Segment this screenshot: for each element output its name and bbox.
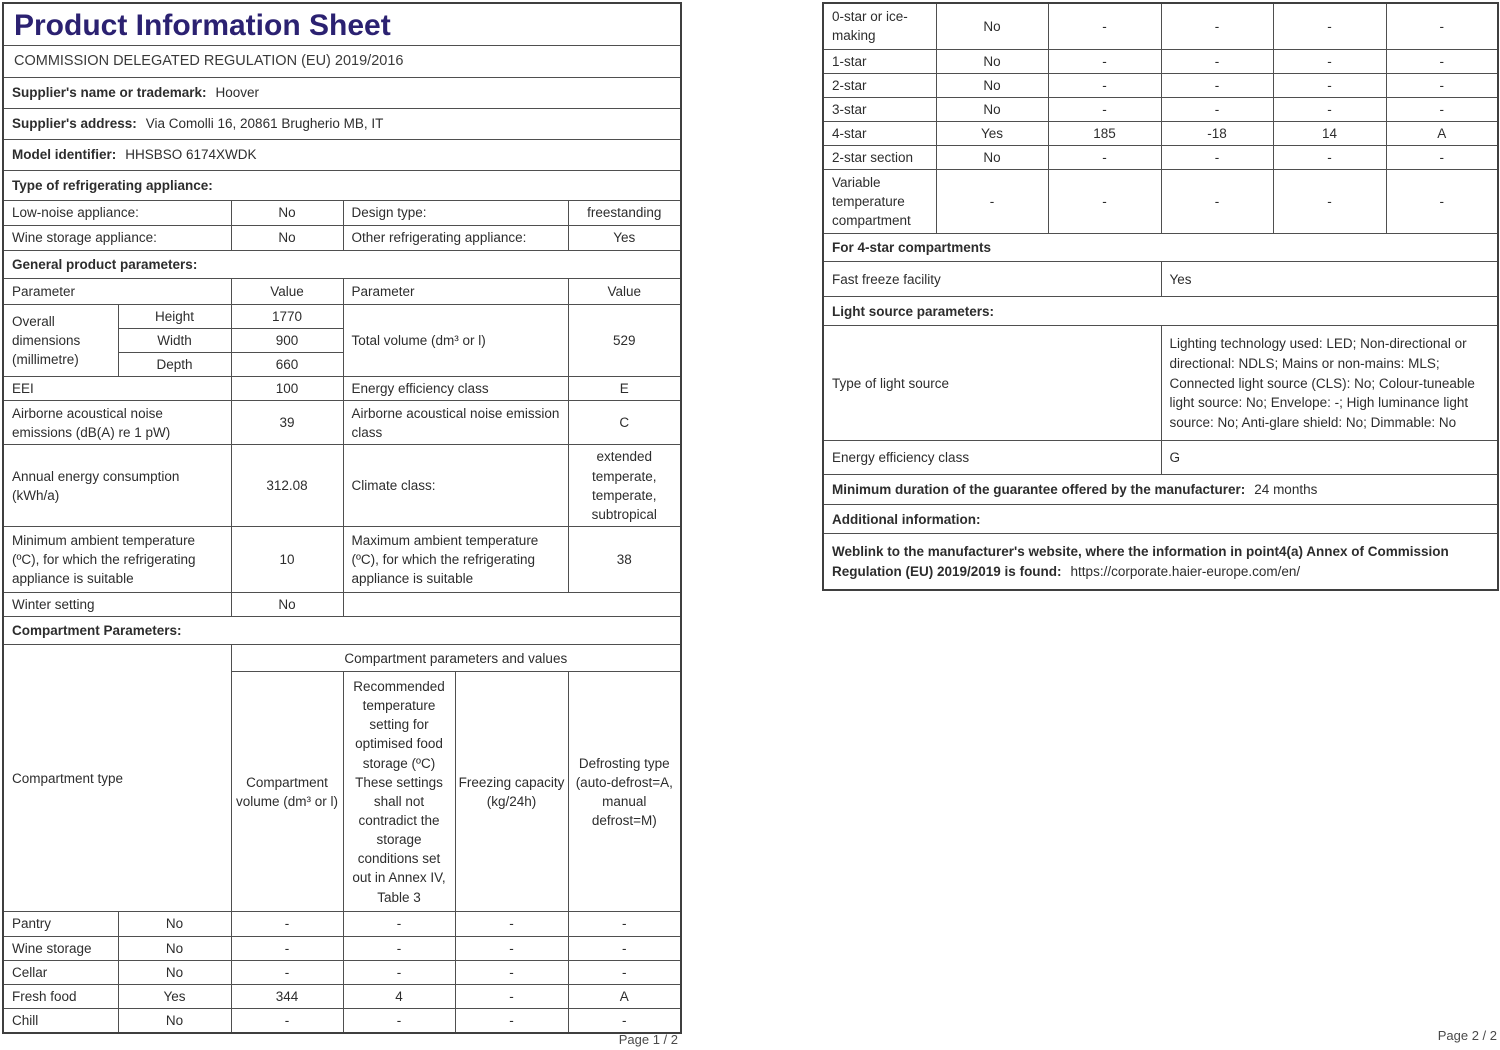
table-row xyxy=(823,146,1498,170)
value-cell: - xyxy=(231,912,343,936)
table-row xyxy=(3,200,681,225)
dimension-value-cell: 660 xyxy=(231,352,343,376)
value-cell: - xyxy=(1273,170,1386,234)
column-header: Parameter xyxy=(343,278,568,304)
value-cell: - xyxy=(455,1008,568,1033)
table-row xyxy=(3,527,681,593)
value-cell: No xyxy=(118,1008,231,1033)
guarantee-value: 24 months xyxy=(1254,482,1318,498)
value-cell: - xyxy=(1048,97,1161,121)
title-row xyxy=(3,3,681,46)
page-number-1: Page 1 / 2 xyxy=(618,1032,678,1047)
value-cell: - xyxy=(231,960,343,984)
param-value-cell: 39 xyxy=(231,401,343,445)
model-identifier-value: HHSBSO 6174XWDK xyxy=(125,147,257,162)
value-cell: No xyxy=(936,73,1048,97)
table-row xyxy=(823,73,1498,97)
param-label-cell: EEI xyxy=(3,377,231,401)
four-star-section-header: For 4-star compartments xyxy=(823,234,1498,262)
compartment-type-cell: 4-star xyxy=(823,121,936,145)
value-cell: - xyxy=(455,960,568,984)
table-row xyxy=(3,377,681,401)
value-cell: No xyxy=(936,49,1048,73)
table-row xyxy=(823,170,1498,234)
param-label-cell: Design type: xyxy=(343,200,568,225)
param-value-cell: freestanding xyxy=(568,200,681,225)
compartment-section-header: Compartment Parameters: xyxy=(3,617,681,645)
param-value-cell: Yes xyxy=(568,225,681,250)
param-value-cell: 38 xyxy=(568,527,681,593)
value-cell: - xyxy=(1386,97,1498,121)
compartment-type-cell: Cellar xyxy=(3,960,118,984)
dimensions-label-cell: Overall dimensions (millimetre) xyxy=(3,304,118,376)
general-section-row xyxy=(3,250,681,278)
table-row xyxy=(3,984,681,1008)
type-section-header: Type of refrigerating appliance: xyxy=(3,170,681,200)
value-cell: - xyxy=(1273,146,1386,170)
manufacturer-weblink[interactable]: https://corporate.haier-europe.com/en/ xyxy=(1070,563,1301,579)
value-cell: - xyxy=(1161,3,1273,49)
table-row xyxy=(3,936,681,960)
total-volume-label-cell: Total volume (dm³ or l) xyxy=(343,304,568,376)
compartment-type-cell: Variable temperature compartment xyxy=(823,170,936,234)
light-section-header: Light source parameters: xyxy=(823,297,1498,326)
value-cell: - xyxy=(343,960,455,984)
param-label-cell: Annual energy consumption (kWh/a) xyxy=(3,445,231,527)
supplier-name-label: Supplier's name or trademark: xyxy=(12,85,207,100)
param-value-cell: 312.08 xyxy=(231,445,343,527)
compartment-group-header-row xyxy=(3,645,681,672)
dimension-name-cell: Height xyxy=(118,304,231,328)
dimension-value-cell: 1770 xyxy=(231,304,343,328)
table-row xyxy=(3,1008,681,1033)
table-row xyxy=(823,3,1498,49)
value-cell: - xyxy=(1048,170,1161,234)
param-label-cell: Low-noise appliance: xyxy=(3,200,231,225)
compartment-type-cell: 0-star or ice-making xyxy=(823,3,936,49)
value-cell: - xyxy=(1048,73,1161,97)
param-label-cell: Airborne acoustical noise emission class xyxy=(343,401,568,445)
value-cell: - xyxy=(343,912,455,936)
value-cell: - xyxy=(1273,97,1386,121)
compartment-section-row xyxy=(3,617,681,645)
value-cell: -18 xyxy=(1161,121,1273,145)
additional-info-row xyxy=(823,505,1498,534)
value-cell: - xyxy=(568,1008,681,1033)
value-cell: - xyxy=(1161,146,1273,170)
dimension-name-cell: Depth xyxy=(118,352,231,376)
model-identifier-label: Model identifier: xyxy=(12,147,117,162)
param-value-cell: 10 xyxy=(231,527,343,593)
value-cell: - xyxy=(231,936,343,960)
compartment-type-cell: Pantry xyxy=(3,912,118,936)
value-cell: - xyxy=(936,170,1048,234)
energy-class-row xyxy=(823,441,1498,475)
column-header: Freezing capacity (kg/24h) xyxy=(455,672,568,912)
value-cell: 344 xyxy=(231,984,343,1008)
fast-freeze-value-cell: Yes xyxy=(1161,262,1498,297)
param-label-cell: Climate class: xyxy=(343,445,568,527)
param-label-cell: Maximum ambient temperature (ºC), for which the refrigerating appliance is suitable xyxy=(343,527,568,593)
table-row xyxy=(823,97,1498,121)
total-volume-value-cell: 529 xyxy=(568,304,681,376)
model-identifier-row xyxy=(3,139,681,170)
compartment-type-cell: 2-star section xyxy=(823,146,936,170)
four-star-section-row xyxy=(823,234,1498,262)
page1-sheet-table xyxy=(2,2,682,1034)
value-cell: - xyxy=(1386,3,1498,49)
value-cell: - xyxy=(1048,3,1161,49)
value-cell: - xyxy=(1048,49,1161,73)
climate-class-value-cell: extended temperate, temperate, subtropical xyxy=(568,445,681,527)
table-row xyxy=(3,304,681,328)
dimension-name-cell: Width xyxy=(118,328,231,352)
subtitle-row xyxy=(3,46,681,78)
param-value-cell: C xyxy=(568,401,681,445)
value-cell: - xyxy=(231,1008,343,1033)
dimension-value-cell: 900 xyxy=(231,328,343,352)
table-row xyxy=(823,49,1498,73)
guarantee-label: Minimum duration of the guarantee offered by the manufacturer: xyxy=(832,482,1246,498)
additional-info-header: Additional information: xyxy=(823,505,1498,534)
value-cell: 4 xyxy=(343,984,455,1008)
table-row xyxy=(3,593,681,617)
page-title: Product Information Sheet xyxy=(14,9,391,42)
supplier-address-cell xyxy=(3,108,681,139)
supplier-address-value: Via Comolli 16, 20861 Brugherio MB, IT xyxy=(145,116,384,131)
value-cell: - xyxy=(1386,49,1498,73)
param-label-cell: Minimum ambient temperature (ºC), for which the refrigerating appliance is suitable xyxy=(3,527,231,593)
table-row xyxy=(3,401,681,445)
value-cell: A xyxy=(568,984,681,1008)
energy-class-label-cell: Energy efficiency class xyxy=(823,441,1161,475)
value-cell: No xyxy=(118,960,231,984)
compartment-type-cell: 2-star xyxy=(823,73,936,97)
value-cell: - xyxy=(343,1008,455,1033)
guarantee-cell xyxy=(823,475,1498,505)
light-section-row xyxy=(823,297,1498,326)
table-row xyxy=(3,960,681,984)
page-number-2: Page 2 / 2 xyxy=(1437,1028,1497,1043)
table-row xyxy=(3,912,681,936)
model-identifier-cell xyxy=(3,139,681,170)
compartment-type-cell: Fresh food xyxy=(3,984,118,1008)
value-cell: - xyxy=(1161,49,1273,73)
page-1 xyxy=(2,2,678,1034)
column-header: Parameter xyxy=(3,278,231,304)
value-cell: No xyxy=(936,97,1048,121)
value-cell: - xyxy=(1048,146,1161,170)
compartment-type-cell: Wine storage xyxy=(3,936,118,960)
page2-sheet-table xyxy=(822,2,1499,591)
param-label-cell: Energy efficiency class xyxy=(343,377,568,401)
fast-freeze-label-cell: Fast freeze facility xyxy=(823,262,1161,297)
compartment-type-cell: Chill xyxy=(3,1008,118,1033)
value-cell: - xyxy=(455,984,568,1008)
supplier-address-label: Supplier's address: xyxy=(12,116,137,131)
param-value-cell: E xyxy=(568,377,681,401)
column-header: Value xyxy=(568,278,681,304)
supplier-name-row xyxy=(3,77,681,108)
table-row xyxy=(823,121,1498,145)
compartment-type-cell: 3-star xyxy=(823,97,936,121)
param-value-cell: No xyxy=(231,593,343,617)
value-cell: - xyxy=(568,936,681,960)
value-cell: - xyxy=(1386,146,1498,170)
value-cell: - xyxy=(568,912,681,936)
value-cell: No xyxy=(936,146,1048,170)
column-header: Compartment volume (dm³ or l) xyxy=(231,672,343,912)
light-source-value-cell: Lighting technology used: LED; Non-directional or directional: NDLS; Mains or non-mains: MLS; Connected light source (CLS): No; Colour-tuneable light source: No; Envelope: -; High luminance light source: No; Anti-glare shield: No; Dimmable: No xyxy=(1161,326,1498,441)
value-cell: Yes xyxy=(936,121,1048,145)
table-row xyxy=(3,445,681,527)
guarantee-row xyxy=(823,475,1498,505)
type-section-row xyxy=(3,170,681,200)
value-cell: A xyxy=(1386,121,1498,145)
value-cell: - xyxy=(1161,97,1273,121)
param-value-cell: No xyxy=(231,225,343,250)
param-label-cell: Airborne acoustical noise emissions (dB(A) re 1 pW) xyxy=(3,401,231,445)
weblink-cell xyxy=(823,534,1498,590)
param-label-cell: Other refrigerating appliance: xyxy=(343,225,568,250)
value-cell: No xyxy=(118,912,231,936)
value-cell: - xyxy=(1386,73,1498,97)
weblink-label: Weblink to the manufacturer's website, where the information in point4(a) Annex of Commission Regulation (EU) 2019/2019 is found: xyxy=(832,544,1449,579)
value-cell: - xyxy=(343,936,455,960)
value-cell: Yes xyxy=(118,984,231,1008)
supplier-address-row xyxy=(3,108,681,139)
value-cell: - xyxy=(1161,73,1273,97)
value-cell: - xyxy=(1273,49,1386,73)
supplier-name-value: Hoover xyxy=(215,85,260,100)
value-cell: 185 xyxy=(1048,121,1161,145)
param-label-cell: Wine storage appliance: xyxy=(3,225,231,250)
empty-cell xyxy=(343,593,681,617)
value-cell: No xyxy=(118,936,231,960)
param-label-cell: Winter setting xyxy=(3,593,231,617)
value-cell: - xyxy=(568,960,681,984)
fast-freeze-row xyxy=(823,262,1498,297)
weblink-row xyxy=(823,534,1498,590)
value-cell: - xyxy=(1273,3,1386,49)
value-cell: - xyxy=(1161,170,1273,234)
general-section-header: General product parameters: xyxy=(3,250,681,278)
param-header-row xyxy=(3,278,681,304)
light-source-label-cell: Type of light source xyxy=(823,326,1161,441)
page-2 xyxy=(822,2,1497,591)
value-cell: - xyxy=(1386,170,1498,234)
column-header: Value xyxy=(231,278,343,304)
value-cell: - xyxy=(1273,73,1386,97)
param-value-cell: 100 xyxy=(231,377,343,401)
table-row xyxy=(3,225,681,250)
param-value-cell: No xyxy=(231,200,343,225)
value-cell: - xyxy=(455,936,568,960)
title-cell xyxy=(3,3,681,46)
energy-class-value-cell: G xyxy=(1161,441,1498,475)
compartment-group-header: Compartment parameters and values xyxy=(231,645,681,672)
compartment-type-header: Compartment type xyxy=(3,645,231,912)
column-header: Defrosting type (auto-defrost=A, manual defrost=M) xyxy=(568,672,681,912)
light-source-row xyxy=(823,326,1498,441)
value-cell: 14 xyxy=(1273,121,1386,145)
compartment-type-cell: 1-star xyxy=(823,49,936,73)
column-header: Recommended temperature setting for optimised food storage (ºC) These settings shall not contradict the storage conditions set out in Annex IV, Table 3 xyxy=(343,672,455,912)
value-cell: No xyxy=(936,3,1048,49)
regulation-subtitle: COMMISSION DELEGATED REGULATION (EU) 2019/2016 xyxy=(3,46,681,78)
supplier-name-cell xyxy=(3,77,681,108)
value-cell: - xyxy=(455,912,568,936)
